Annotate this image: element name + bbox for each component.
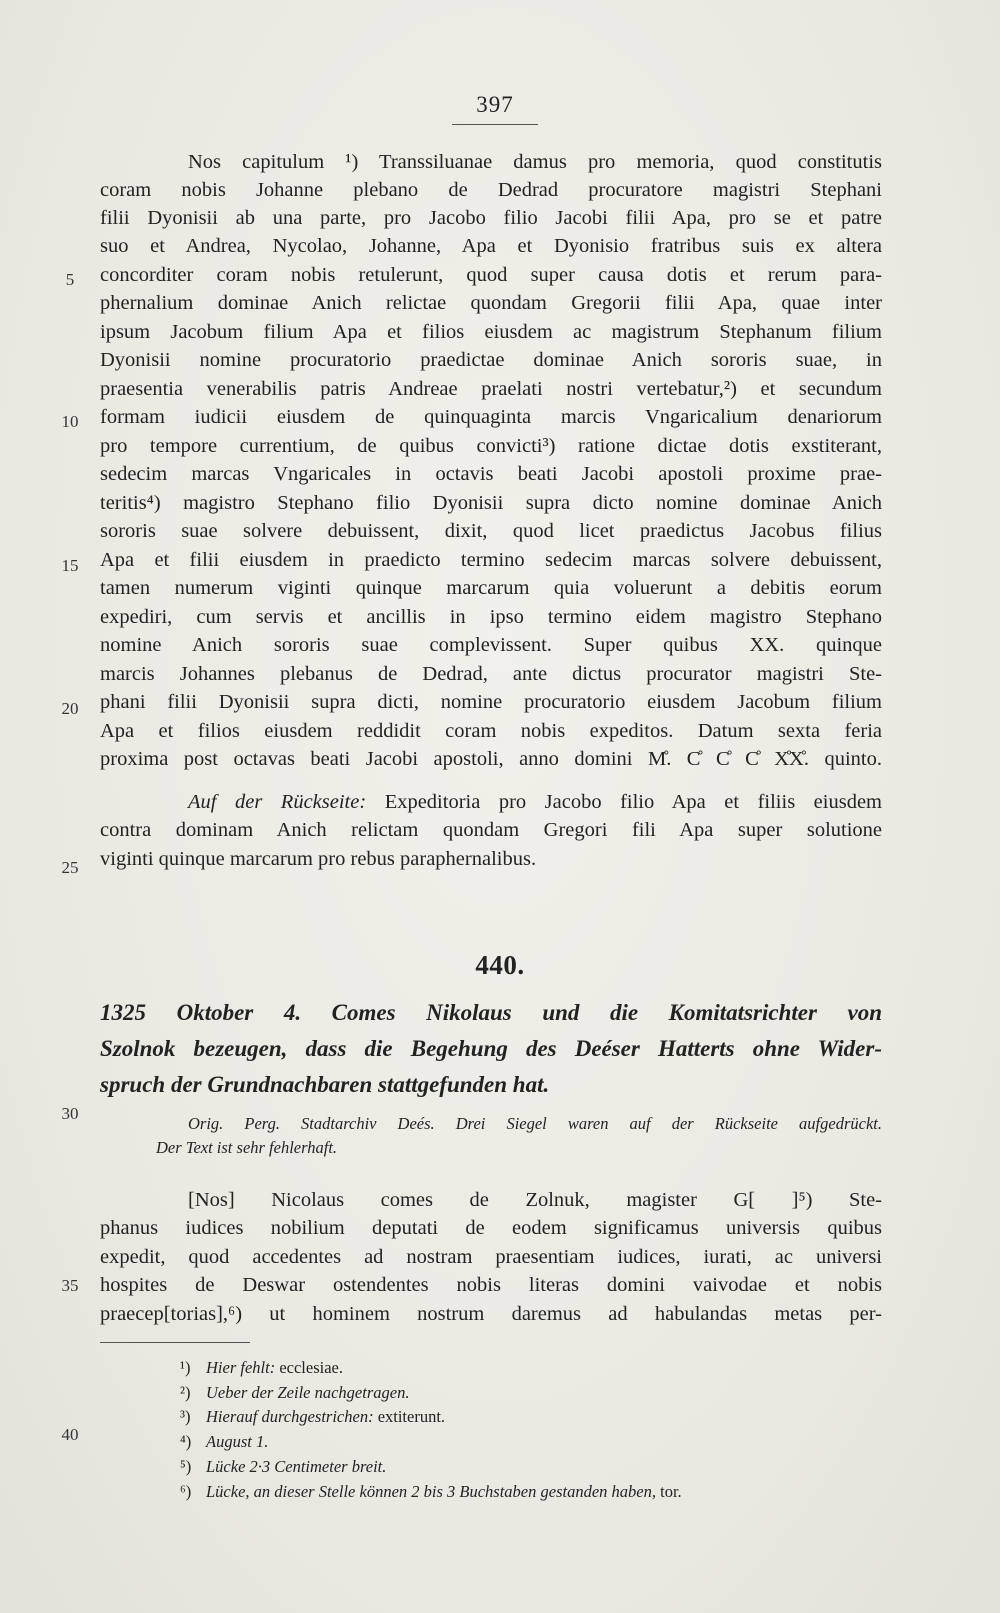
footnote-text: Hierauf durchgestrichen: [206,1407,374,1426]
text-line: [Nos] Nicolaus comes de Zolnuk, magister G[ ]⁵) Ste- [188,1189,882,1211]
text-line: nomine Anich sororis suae complevissent. Super quibus XX. quinque [100,634,882,656]
footnote-text: Ueber der Zeile nachgetragen. [206,1383,410,1402]
page-number: 397 [476,92,514,117]
heading-line: 1325 Oktober 4. Comes Nikolaus und die Komitatsrichter von [100,1000,882,1025]
footnote-mark: ³) [180,1407,191,1426]
margin-line-number: 10 [61,412,79,431]
source-line: Der Text ist sehr fehlerhaft. [156,1138,338,1157]
footnote [180,1455,880,1479]
reverse-text: Expeditoria pro Jacobo filio Apa et filiis eiusdem [384,791,882,813]
footnote [180,1356,880,1380]
text-line: filii Dyonisii ab una parte, pro Jacobo filio Jacobi filii Apa, pro se et patre [100,207,882,229]
text-line: praesentia venerabilis patris Andreae praelati nostri vertebatur,²) et secundum [100,378,882,400]
page-number-rule [452,124,538,125]
text-line: Nos capitulum ¹) Transsiluanae damus pro memoria, quod constitutis [188,151,882,173]
margin-line-number: 35 [61,1276,79,1295]
footnote-mark: ²) [180,1383,191,1402]
footnote-mark: ¹) [180,1358,191,1377]
text-line: tamen numerum viginti quinque marcarum quia voluerunt a debitis eorum [100,577,882,599]
text-line: teritis⁴) magistro Stephano filio Dyonisii supra dicto nomine dominae Anich [100,492,882,514]
text-line: expediri, cum servis et ancillis in ipso termino eidem magistro Stephano [100,606,882,628]
margin-line-number: 30 [61,1104,79,1123]
footnote-text: August 1. [206,1432,269,1451]
source-line: Orig. Perg. Stadtarchiv Deés. Drei Siegel waren auf der Rückseite aufgedrückt. [188,1114,882,1133]
text-line: ipsum Jacobum filium Apa et filios eiusdem ac magistrum Stephanum filium [100,321,882,343]
footnote [180,1430,880,1454]
margin-line-number: 40 [61,1425,79,1444]
text-line: pro tempore currentium, de quibus convicti³) ratione dictae dotis exstiterant, [100,435,882,457]
footnote-text: Lücke, an dieser Stelle können 2 bis 3 Buchstaben gestanden haben, [206,1482,656,1501]
text-line: phernalium dominae Anich relictae quondam Gregorii filii Apa, quae inter [100,292,882,314]
text-line: Apa et filios eiusdem reddidit coram nobis expeditos. Datum sexta feria [100,720,882,742]
footnote [180,1405,880,1429]
footnote-mark: ⁵) [180,1457,192,1476]
margin-line-number: 20 [61,699,79,718]
text-line: Dyonisii nomine procuratorio praedictae dominae Anich sororis suae, in [100,349,882,371]
text-line: formam iudicii eiusdem de quinquaginta marcis Vngaricalium denariorum [100,406,882,428]
text-line: concorditer coram nobis retulerunt, quod super causa dotis et rerum para- [100,264,882,286]
text-line: suo et Andrea, Nycolao, Johanne, Apa et Dyonisio fratribus suis ex altera [100,235,882,257]
text-line: phanus iudices nobilium deputati de eodem significamus universis quibus [100,1217,882,1239]
text-line: proxima post octavas beati Jacobi apostoli, anno domini M̊. C̊ C̊ C̊ X̊X̊. quinto. [100,748,882,770]
margin-line-number: 15 [61,556,79,575]
footnote-text: Lücke 2·3 Centimeter breit. [206,1457,387,1476]
footnote-text: Hier fehlt: [206,1358,276,1377]
footnote-mark: ⁴) [180,1432,192,1451]
footnote-rule [100,1342,250,1343]
footnote [180,1381,880,1405]
margin-line-number: 5 [65,270,75,289]
reverse-label: Auf der Rückseite: [188,791,367,813]
text-line: praecep[torias],⁶) ut hominem nostrum daremus ad habulandas metas per- [100,1303,882,1325]
margin-line-number: 25 [61,858,79,877]
reverse-note-line: viginti quinque marcarum pro rebus paraphernalibus. [100,848,537,870]
text-line: coram nobis Johanne plebano de Dedrad procuratore magistri Stephani [100,179,882,201]
text-line: marcis Johannes plebanus de Dedrad, ante dictus procurator magistri Ste- [100,663,882,685]
reverse-note-line [188,788,882,816]
footnote-rest: tor. [655,1482,682,1501]
heading-line: spruch der Grundnachbaren stattgefunden hat. [100,1072,550,1097]
footnote-rest: extiterunt. [373,1407,446,1426]
footnote-mark: ⁶) [180,1482,192,1501]
reverse-note-line: contra dominam Anich relictam quondam Gregori fili Apa super solutione [100,819,882,841]
footnote [180,1480,880,1504]
document-number: 440. [475,950,525,980]
text-line: Apa et filii eiusdem in praedicto termino sedecim marcas solvere debuissent, [100,549,882,571]
text-line: expedit, quod accedentes ad nostram praesentiam iudices, iurati, ac universi [100,1246,882,1268]
text-line: phani filii Dyonisii supra dicti, nomine procuratorio eiusdem Jacobum filium [100,691,882,713]
text-line: sedecim marcas Vngaricales in octavis beati Jacobi apostoli proxime prae- [100,463,882,485]
footnote-rest: ecclesiae. [275,1358,343,1377]
text-line: hospites de Deswar ostendentes nobis literas domini vaivodae et nobis [100,1274,882,1296]
heading-line: Szolnok bezeugen, dass die Begehung des Deéser Hatterts ohne Wider- [100,1036,882,1061]
text-line: sororis suae solvere debuissent, dixit, quod licet praedictus Jacobus filius [100,520,882,542]
